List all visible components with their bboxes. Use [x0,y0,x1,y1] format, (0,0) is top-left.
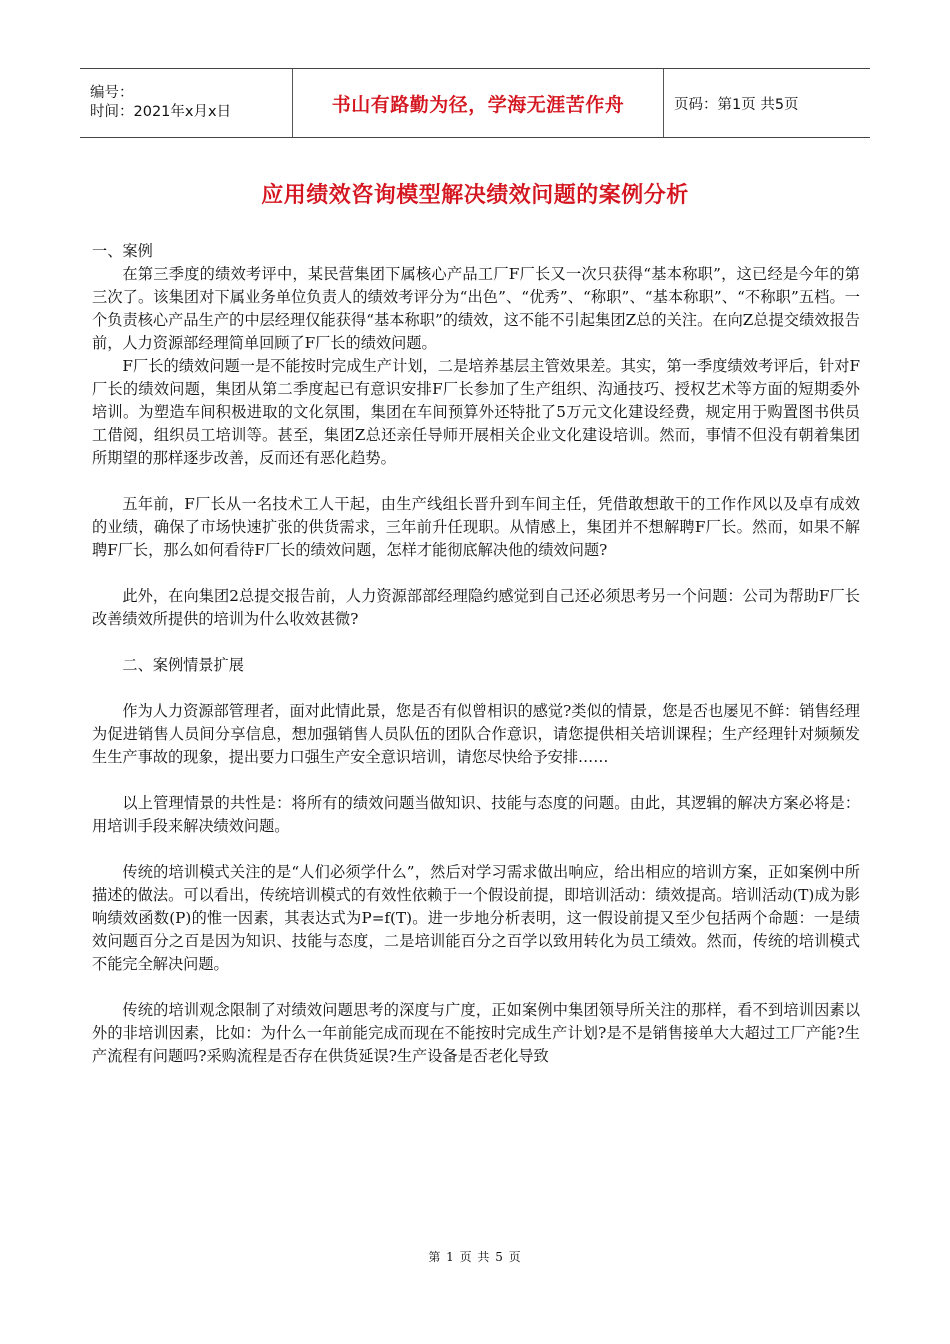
header-motto: 书山有路勤为径，学海无涯苦作舟 [331,93,625,116]
page-footer: 第 1 页 共 5 页 [428,1250,522,1264]
document-body [92,240,860,1068]
header-page-info: 页码：第1页 共5页 [674,96,799,113]
paragraph: F厂长的绩效问题一是不能按时完成生产计划，二是培养基层主管效果差。其实，第一季度绩效考评后，针对F厂长的绩效问题，集团从第二季度起已有意识安排F厂长参加了生产组织、沟通技巧、授权艺术等方面的短期委外培训。为塑造车间积极进取的文化氛围，集团在车间预算外还特批了5万元文化建设经费，规定用于购置图书供员工借阅，组织员工培训等。甚至，集团Z总还亲任导师开展相关企业文化建设培训。然而，事情不但没有朝着集团所期望的那样逐步改善，反而还有恶化趋势。 [92,357,860,467]
header-page-cell [664,69,870,137]
document-date: 时间：2021年x月x日 [90,104,232,120]
section-heading-extension: 二、案例情景扩展 [122,656,244,674]
paragraph: 传统的培训模式关注的是“人们必须学什么”，然后对学习需求做出响应，给出相应的培训方案，正如案例中所描述的做法。可以看出，传统培训模式的有效性依赖于一个假设前提，即培训活动：绩效提高。培训活动(T)成为影响绩效函数(P)的惟一因素，其表达式为P=f(T)。进一步地分析表明，这一假设前提又至少包括两个命题：一是绩效问题百分之百是因为知识、技能与态度，二是培训能百分之百学以致用转化为员工绩效。然而，传统的培训模式不能完全解决问题。 [92,863,860,973]
page-header [80,68,870,138]
document-number-label: 编号： [90,85,134,101]
header-left-cell [80,69,293,137]
paragraph: 作为人力资源部管理者，面对此情此景，您是否有似曾相识的感觉?类似的情景，您是否也屡见不鲜：销售经理为促进销售人员间分享信息，想加强销售人员队伍的团队合作意识，请您提供相关培训课程；生产经理针对频频发生生产事故的现象，提出要力口强生产安全意识培训，请您尽快给予安排…… [92,702,860,766]
document-title: 应用绩效咨询模型解决绩效问题的案例分析 [261,183,689,208]
paragraph: 以上管理情景的共性是：将所有的绩效问题当做知识、技能与态度的问题。由此，其逻辑的解决方案必将是：用培训手段来解决绩效问题。 [92,794,860,835]
paragraph: 传统的培训观念限制了对绩效问题思考的深度与广度，正如案例中集团领导所关注的那样，看不到培训因素以外的非培训因素，比如：为什么一年前能完成而现在不能按时完成生产计划?是不是销售接单大大超过工厂产能?生产流程有问题吗?采购流程是否存在供货延误?生产设备是否老化导致 [92,1001,860,1065]
paragraph: 此外，在向集团2总提交报告前，人力资源部部经理隐约感觉到自己还必须思考另一个问题：公司为帮助F厂长改善绩效所提供的培训为什么收效甚微? [92,587,860,628]
header-motto-cell [293,69,664,137]
paragraph: 五年前，F厂长从一名技术工人干起，由生产线组长晋升到车间主任，凭借敢想敢干的工作作风以及卓有成效的业绩，确保了市场快速扩张的供货需求，三年前升任现职。从情感上，集团并不想解聘F厂长。然而，如果不解聘F厂长，那么如何看待F厂长的绩效问题，怎样才能彻底解决他的绩效问题? [92,495,860,559]
paragraph: 在第三季度的绩效考评中，某民营集团下属核心产品工厂F厂长又一次只获得“基本称职”，这已经是今年的第三次了。该集团对下属业务单位负责人的绩效考评分为“出色”、“优秀”、“称职”、“基本称职”、“不称职”五档。一个负责核心产品生产的中层经理仅能获得“基本称职”的绩效，这不能不引起集团Z总的关注。在向Z总提交绩效报告前，人力资源部经理简单回顾了F厂长的绩效问题。 [92,265,860,352]
section-heading-case: 一、案例 [92,242,153,260]
